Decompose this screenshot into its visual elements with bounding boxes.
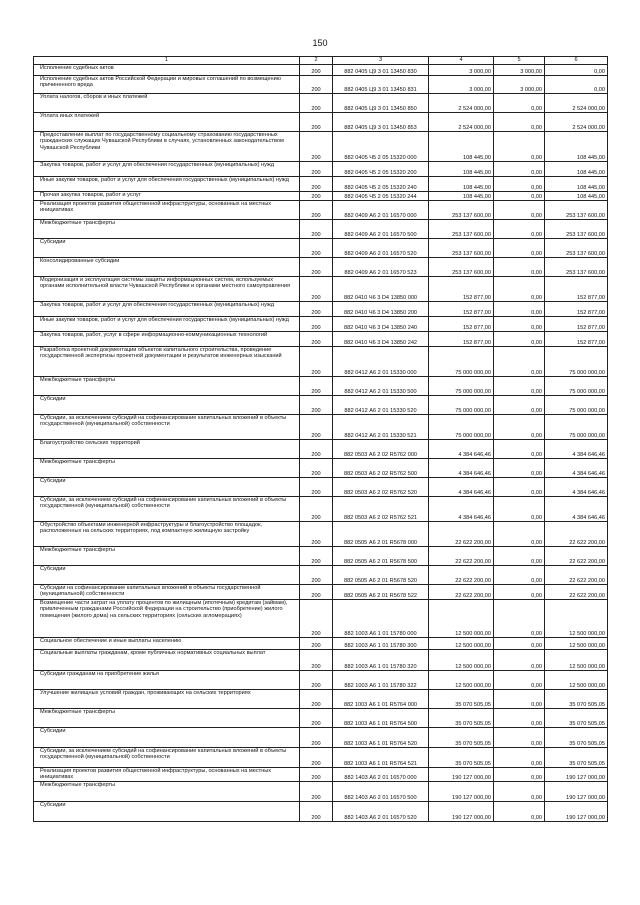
row-code-cell: 200 <box>300 94 333 113</box>
row-code-cell: 200 <box>300 220 333 239</box>
header-cell: 4 <box>429 57 494 65</box>
row-classification-code-cell: 882 0409 А6 2 01 16570 000 <box>333 201 429 220</box>
row-amount-total-cell: 108 445,00 <box>545 162 608 177</box>
row-amount-change-cell: 3 000,00 <box>494 76 545 94</box>
table-row <box>34 317 608 332</box>
table-row <box>34 192 608 201</box>
row-code-cell: 200 <box>300 585 333 600</box>
row-amount-change-cell: 0,00 <box>494 332 545 347</box>
row-amount-change-cell: 0,00 <box>494 802 545 822</box>
row-amount-change-cell: 0,00 <box>494 192 545 201</box>
header-cell: 5 <box>494 57 545 65</box>
row-code-cell: 200 <box>300 728 333 748</box>
row-amount-total-cell: 253 137 600,00 <box>545 201 608 220</box>
table-row <box>34 377 608 396</box>
row-code-cell: 200 <box>300 396 333 415</box>
row-classification-code-cell: 882 1003 А6 1 01 15780 322 <box>333 671 429 690</box>
row-amount-total-cell: 35 070 505,05 <box>545 748 608 768</box>
row-amount-cell: 75 000 000,00 <box>429 347 494 377</box>
row-code-cell: 200 <box>300 600 333 638</box>
row-amount-total-cell: 35 070 505,05 <box>545 690 608 709</box>
row-amount-change-cell: 0,00 <box>494 650 545 671</box>
row-classification-code-cell: 882 1003 А6 1 01 R5764 521 <box>333 748 429 768</box>
row-amount-cell: 35 070 505,05 <box>429 709 494 728</box>
row-amount-total-cell: 152 877,00 <box>545 317 608 332</box>
table-row <box>34 132 608 162</box>
table-row <box>34 566 608 585</box>
row-code-cell: 200 <box>300 113 333 132</box>
row-amount-change-cell: 0,00 <box>494 177 545 192</box>
header-cell: 6 <box>545 57 608 65</box>
table-row <box>34 650 608 671</box>
row-amount-cell: 4 384 646,46 <box>429 459 494 478</box>
row-amount-cell: 190 127 000,00 <box>429 782 494 802</box>
table-row <box>34 201 608 220</box>
row-name-cell: Субсидии гражданам на приобретение жилья <box>34 671 300 690</box>
row-amount-cell: 190 127 000,00 <box>429 802 494 822</box>
row-code-cell: 200 <box>300 497 333 522</box>
page-number: 150 <box>312 38 328 48</box>
row-classification-code-cell: 882 0412 А6 2 01 15330 520 <box>333 396 429 415</box>
row-amount-cell: 152 877,00 <box>429 277 494 302</box>
row-amount-total-cell: 2 524 000,00 <box>545 94 608 113</box>
row-name-cell: Субсидии, за исключением субсидий на софинансирование капитальных вложений в объекты государственной (муниципальной) собственности <box>34 748 300 768</box>
table-row <box>34 277 608 302</box>
row-classification-code-cell: 882 0410 Ч6 3 D4 13850 240 <box>333 317 429 332</box>
row-amount-change-cell: 0,00 <box>494 201 545 220</box>
row-name-cell: Закупка товаров, работ и услуг для обеспечения государственных (муниципальных) нужд <box>34 162 300 177</box>
table-row <box>34 709 608 728</box>
row-name-cell: Реализация проектов развития общественной инфраструктуры, основанных на местных инициативах <box>34 768 300 782</box>
row-amount-total-cell: 22 622 200,00 <box>545 522 608 547</box>
row-code-cell: 200 <box>300 671 333 690</box>
row-amount-total-cell: 0,00 <box>545 76 608 94</box>
table-row <box>34 522 608 547</box>
row-amount-total-cell: 12 500 000,00 <box>545 638 608 650</box>
row-classification-code-cell: 882 0503 А6 2 02 R5762 520 <box>333 478 429 497</box>
row-code-cell: 200 <box>300 332 333 347</box>
row-amount-change-cell: 0,00 <box>494 258 545 277</box>
table-header-row <box>34 57 608 65</box>
row-amount-change-cell: 0,00 <box>494 277 545 302</box>
row-classification-code-cell: 882 0405 Ц9 3 01 13450 850 <box>333 94 429 113</box>
row-name-cell: Закупка товаров, работ, услуг в сфере информационно-коммуникационных технологий <box>34 332 300 347</box>
row-name-cell: Уплата налогов, сборов и иных платежей <box>34 94 300 113</box>
row-amount-change-cell: 0,00 <box>494 638 545 650</box>
row-name-cell: Благоустройство сельских территорий <box>34 440 300 459</box>
row-name-cell: Консолидированные субсидии <box>34 258 300 277</box>
table-row <box>34 768 608 782</box>
row-classification-code-cell: 882 0405 Ц9 3 01 13450 853 <box>333 113 429 132</box>
row-amount-change-cell: 0,00 <box>494 302 545 317</box>
row-amount-total-cell: 4 384 646,46 <box>545 497 608 522</box>
table-row <box>34 638 608 650</box>
table-row <box>34 162 608 177</box>
row-name-cell: Субсидии на софинансирование капитальных вложений в объекты государственной (муниципальной) собственности <box>34 585 300 600</box>
row-code-cell: 200 <box>300 162 333 177</box>
row-amount-change-cell: 0,00 <box>494 547 545 566</box>
row-amount-cell: 75 000 000,00 <box>429 396 494 415</box>
row-amount-total-cell: 190 127 000,00 <box>545 768 608 782</box>
table-row <box>34 113 608 132</box>
row-amount-cell: 2 524 000,00 <box>429 94 494 113</box>
row-classification-code-cell: 882 1003 А6 1 01 R5764 500 <box>333 709 429 728</box>
row-code-cell: 200 <box>300 277 333 302</box>
row-code-cell: 200 <box>300 132 333 162</box>
row-amount-total-cell: 190 127 000,00 <box>545 802 608 822</box>
row-name-cell: Реализация проектов развития общественной инфраструктуры, основанных на местных инициативах <box>34 201 300 220</box>
row-amount-change-cell: 0,00 <box>494 113 545 132</box>
row-classification-code-cell: 882 1403 А6 2 01 16570 520 <box>333 802 429 822</box>
row-code-cell: 200 <box>300 650 333 671</box>
row-amount-change-cell: 3 000,00 <box>494 65 545 76</box>
row-code-cell: 200 <box>300 76 333 94</box>
row-name-cell: Исполнение судебных актов Российской Федерации и мировых соглашений по возмещению причиненного вреда <box>34 76 300 94</box>
row-name-cell: Субсидии <box>34 802 300 822</box>
row-code-cell: 200 <box>300 768 333 782</box>
row-code-cell: 200 <box>300 478 333 497</box>
row-classification-code-cell: 882 0405 Ч5 2 05 15320 244 <box>333 192 429 201</box>
row-amount-change-cell: 0,00 <box>494 497 545 522</box>
header-cell: 1 <box>34 57 300 65</box>
row-classification-code-cell: 882 0412 А6 2 01 15330 000 <box>333 347 429 377</box>
row-amount-cell: 152 877,00 <box>429 317 494 332</box>
row-classification-code-cell: 882 0405 Ц9 3 01 13450 831 <box>333 76 429 94</box>
row-amount-change-cell: 0,00 <box>494 748 545 768</box>
row-classification-code-cell: 882 0405 Ч5 2 05 15320 200 <box>333 162 429 177</box>
row-amount-change-cell: 0,00 <box>494 768 545 782</box>
row-amount-cell: 75 000 000,00 <box>429 377 494 396</box>
table-row <box>34 478 608 497</box>
row-amount-total-cell: 75 000 000,00 <box>545 377 608 396</box>
row-classification-code-cell: 882 0405 Ч5 2 05 15320 240 <box>333 177 429 192</box>
row-amount-change-cell: 0,00 <box>494 162 545 177</box>
row-code-cell: 200 <box>300 690 333 709</box>
row-classification-code-cell: 882 0412 А6 2 01 15330 500 <box>333 377 429 396</box>
row-name-cell: Иные закупки товаров, работ и услуг для обеспечения государственных (муниципальных) нужд <box>34 177 300 192</box>
table-row <box>34 547 608 566</box>
row-amount-change-cell: 0,00 <box>494 440 545 459</box>
row-amount-total-cell: 12 500 000,00 <box>545 671 608 690</box>
table-row <box>34 177 608 192</box>
row-name-cell: Межбюджетные трансферты <box>34 220 300 239</box>
row-name-cell: Субсидии <box>34 728 300 748</box>
row-name-cell: Исполнение судебных актов <box>34 65 300 76</box>
table-row <box>34 497 608 522</box>
row-name-cell: Субсидии <box>34 566 300 585</box>
table-row <box>34 302 608 317</box>
row-amount-change-cell: 0,00 <box>494 317 545 332</box>
row-name-cell: Разработка проектной документации объектов капитального строительства, проведение государственной экспертизы проектной документации и результатов инженерных изысканий <box>34 347 300 377</box>
row-amount-total-cell: 253 137 600,00 <box>545 258 608 277</box>
row-name-cell: Субсидии, за исключением субсидий на софинансирование капитальных вложений в объекты государственной (муниципальной) собственности <box>34 415 300 440</box>
row-amount-change-cell: 0,00 <box>494 709 545 728</box>
row-classification-code-cell: 882 0405 Ц9 3 01 13450 830 <box>333 65 429 76</box>
row-classification-code-cell: 882 1403 А6 2 01 16570 500 <box>333 782 429 802</box>
row-code-cell: 200 <box>300 201 333 220</box>
row-amount-change-cell: 0,00 <box>494 239 545 258</box>
row-amount-cell: 35 070 505,05 <box>429 690 494 709</box>
row-name-cell: Межбюджетные трансферты <box>34 459 300 478</box>
row-amount-change-cell: 0,00 <box>494 347 545 377</box>
row-classification-code-cell: 882 0503 А6 2 02 R5762 000 <box>333 440 429 459</box>
row-name-cell: Уплата иных платежей <box>34 113 300 132</box>
row-code-cell: 200 <box>300 522 333 547</box>
row-amount-cell: 253 137 600,00 <box>429 201 494 220</box>
row-amount-cell: 108 445,00 <box>429 192 494 201</box>
row-amount-cell: 12 500 000,00 <box>429 650 494 671</box>
row-classification-code-cell: 882 0409 А6 2 01 16570 520 <box>333 239 429 258</box>
row-amount-total-cell: 108 445,00 <box>545 177 608 192</box>
row-amount-total-cell: 22 622 200,00 <box>545 547 608 566</box>
row-amount-change-cell: 0,00 <box>494 396 545 415</box>
row-name-cell: Субсидии <box>34 239 300 258</box>
row-code-cell: 200 <box>300 748 333 768</box>
row-amount-cell: 35 070 505,05 <box>429 728 494 748</box>
table-row <box>34 258 608 277</box>
row-amount-total-cell: 4 384 646,46 <box>545 440 608 459</box>
row-code-cell: 200 <box>300 459 333 478</box>
row-amount-cell: 108 445,00 <box>429 132 494 162</box>
row-name-cell: Субсидии <box>34 396 300 415</box>
row-amount-cell: 12 500 000,00 <box>429 638 494 650</box>
table-row <box>34 332 608 347</box>
row-amount-cell: 3 000,00 <box>429 65 494 76</box>
row-classification-code-cell: 882 0409 А6 2 01 16570 500 <box>333 220 429 239</box>
table-row <box>34 65 608 76</box>
row-amount-change-cell: 0,00 <box>494 132 545 162</box>
row-amount-change-cell: 0,00 <box>494 478 545 497</box>
row-amount-cell: 4 384 646,46 <box>429 440 494 459</box>
row-code-cell: 200 <box>300 65 333 76</box>
row-amount-cell: 22 622 200,00 <box>429 547 494 566</box>
row-name-cell: Предоставление выплат по государственному социальному страхованию государственных гражданских служащих Чувашской Республики в случаях, установленных законодательством Чувашской Республики <box>34 132 300 162</box>
row-name-cell: Межбюджетные трансферты <box>34 782 300 802</box>
table-row <box>34 600 608 638</box>
row-amount-total-cell: 2 524 000,00 <box>545 113 608 132</box>
row-name-cell: Субсидии, за исключением субсидий на софинансирование капитальных вложений в объекты государственной (муниципальной) собственности <box>34 497 300 522</box>
table-row <box>34 440 608 459</box>
table-row <box>34 459 608 478</box>
row-name-cell: Межбюджетные трансферты <box>34 377 300 396</box>
row-amount-change-cell: 0,00 <box>494 585 545 600</box>
row-amount-cell: 12 500 000,00 <box>429 671 494 690</box>
row-amount-total-cell: 35 070 505,05 <box>545 728 608 748</box>
table-row <box>34 782 608 802</box>
row-code-cell: 200 <box>300 192 333 201</box>
row-amount-change-cell: 0,00 <box>494 566 545 585</box>
row-name-cell: Межбюджетные трансферты <box>34 709 300 728</box>
row-classification-code-cell: 882 0505 А6 2 01 R5678 000 <box>333 522 429 547</box>
row-amount-change-cell: 0,00 <box>494 459 545 478</box>
row-amount-cell: 108 445,00 <box>429 177 494 192</box>
row-amount-total-cell: 190 127 000,00 <box>545 782 608 802</box>
row-code-cell: 200 <box>300 547 333 566</box>
row-code-cell: 200 <box>300 317 333 332</box>
row-amount-total-cell: 75 000 000,00 <box>545 347 608 377</box>
row-code-cell: 200 <box>300 440 333 459</box>
row-amount-total-cell: 108 445,00 <box>545 132 608 162</box>
row-amount-total-cell: 152 877,00 <box>545 332 608 347</box>
row-name-cell: Обустройство объектами инженерной инфраструктуры и благоустройство площадок, расположенных на сельских территориях, под компактную жилищную застройку <box>34 522 300 547</box>
table-row <box>34 94 608 113</box>
table-row <box>34 802 608 822</box>
row-amount-cell: 253 137 600,00 <box>429 258 494 277</box>
table-row <box>34 748 608 768</box>
row-amount-total-cell: 22 622 200,00 <box>545 566 608 585</box>
header-cell: 3 <box>333 57 429 65</box>
row-amount-cell: 35 070 505,05 <box>429 748 494 768</box>
row-code-cell: 200 <box>300 239 333 258</box>
row-amount-total-cell: 22 622 200,00 <box>545 585 608 600</box>
row-amount-cell: 190 127 000,00 <box>429 768 494 782</box>
row-classification-code-cell: 882 0410 Ч6 3 D4 13850 200 <box>333 302 429 317</box>
row-amount-change-cell: 0,00 <box>494 415 545 440</box>
row-code-cell: 200 <box>300 258 333 277</box>
row-amount-cell: 22 622 200,00 <box>429 522 494 547</box>
row-name-cell: Субсидии <box>34 478 300 497</box>
row-amount-cell: 108 445,00 <box>429 162 494 177</box>
row-amount-cell: 152 877,00 <box>429 332 494 347</box>
row-amount-total-cell: 4 384 646,46 <box>545 478 608 497</box>
row-amount-change-cell: 0,00 <box>494 690 545 709</box>
row-name-cell: Модернизация и эксплуатация системы защиты информационных систем, используемых органами исполнительной власти Чувашской Республики и органами местного самоуправления <box>34 277 300 302</box>
row-amount-cell: 152 877,00 <box>429 302 494 317</box>
table-row <box>34 690 608 709</box>
row-amount-total-cell: 12 500 000,00 <box>545 600 608 638</box>
row-amount-cell: 12 500 000,00 <box>429 600 494 638</box>
row-amount-cell: 75 000 000,00 <box>429 415 494 440</box>
row-amount-total-cell: 75 000 000,00 <box>545 415 608 440</box>
row-name-cell: Возмещение части затрат на уплату процентов по жилищным (ипотечным) кредитам (займам), привлеченным гражданами Российской Федерации на строительство (приобретение) жилого помещения (жилого дома) на сельских территориях (сельских агломерациях) <box>34 600 300 638</box>
row-amount-cell: 253 137 600,00 <box>429 220 494 239</box>
row-amount-cell: 4 384 646,46 <box>429 497 494 522</box>
row-amount-change-cell: 0,00 <box>494 377 545 396</box>
row-name-cell: Межбюджетные трансферты <box>34 547 300 566</box>
row-amount-change-cell: 0,00 <box>494 671 545 690</box>
row-code-cell: 200 <box>300 415 333 440</box>
row-name-cell: Прочая закупка товаров, работ и услуг <box>34 192 300 201</box>
row-amount-total-cell: 75 000 000,00 <box>545 396 608 415</box>
row-classification-code-cell: 882 0412 А6 2 01 15330 521 <box>333 415 429 440</box>
row-classification-code-cell: 882 0503 А6 2 02 R5762 500 <box>333 459 429 478</box>
table-row <box>34 585 608 600</box>
row-amount-cell: 3 000,00 <box>429 76 494 94</box>
row-name-cell: Закупка товаров, работ и услуг для обеспечения государственных (муниципальных) нужд <box>34 302 300 317</box>
row-amount-change-cell: 0,00 <box>494 522 545 547</box>
row-classification-code-cell: 882 1403 А6 2 01 16570 000 <box>333 768 429 782</box>
row-code-cell: 200 <box>300 566 333 585</box>
row-amount-cell: 22 622 200,00 <box>429 585 494 600</box>
row-name-cell: Социальные выплаты гражданам, кроме публичных нормативных социальных выплат <box>34 650 300 671</box>
row-classification-code-cell: 882 0405 Ч5 2 05 15320 000 <box>333 132 429 162</box>
table-row <box>34 671 608 690</box>
row-amount-change-cell: 0,00 <box>494 600 545 638</box>
table-row <box>34 239 608 258</box>
row-code-cell: 200 <box>300 782 333 802</box>
table-row <box>34 76 608 94</box>
row-code-cell: 200 <box>300 377 333 396</box>
row-amount-change-cell: 0,00 <box>494 220 545 239</box>
row-amount-total-cell: 152 877,00 <box>545 302 608 317</box>
row-amount-cell: 253 137 600,00 <box>429 239 494 258</box>
row-amount-change-cell: 0,00 <box>494 94 545 113</box>
row-classification-code-cell: 882 0505 А6 2 01 R5678 520 <box>333 566 429 585</box>
row-amount-total-cell: 0,00 <box>545 65 608 76</box>
row-code-cell: 200 <box>300 802 333 822</box>
row-amount-total-cell: 35 070 505,05 <box>545 709 608 728</box>
table-row <box>34 728 608 748</box>
row-amount-change-cell: 0,00 <box>494 728 545 748</box>
budget-table <box>33 56 608 822</box>
row-amount-change-cell: 0,00 <box>494 782 545 802</box>
row-amount-total-cell: 108 445,00 <box>545 192 608 201</box>
row-code-cell: 200 <box>300 709 333 728</box>
row-name-cell: Улучшение жилищных условий граждан, проживающих на сельских территориях <box>34 690 300 709</box>
row-amount-total-cell: 152 877,00 <box>545 277 608 302</box>
row-classification-code-cell: 882 1003 А6 1 01 R5764 000 <box>333 690 429 709</box>
row-code-cell: 200 <box>300 177 333 192</box>
header-cell: 2 <box>300 57 333 65</box>
row-amount-total-cell: 253 137 600,00 <box>545 220 608 239</box>
table-row <box>34 220 608 239</box>
row-classification-code-cell: 882 0505 А6 2 01 R5678 500 <box>333 547 429 566</box>
row-amount-total-cell: 4 384 646,46 <box>545 459 608 478</box>
row-code-cell: 200 <box>300 302 333 317</box>
row-classification-code-cell: 882 1003 А6 1 01 R5764 520 <box>333 728 429 748</box>
table-row <box>34 415 608 440</box>
row-amount-total-cell: 12 500 000,00 <box>545 650 608 671</box>
table-row <box>34 347 608 377</box>
table-row <box>34 396 608 415</box>
row-classification-code-cell: 882 1003 А6 1 01 15780 320 <box>333 650 429 671</box>
row-classification-code-cell: 882 0505 А6 2 01 R5678 522 <box>333 585 429 600</box>
row-amount-total-cell: 253 137 600,00 <box>545 239 608 258</box>
row-classification-code-cell: 882 0409 А6 2 01 16570 523 <box>333 258 429 277</box>
row-name-cell: Социальное обеспечение и иные выплаты населению <box>34 638 300 650</box>
row-amount-cell: 4 384 646,46 <box>429 478 494 497</box>
row-classification-code-cell: 882 0410 Ч6 3 D4 13850 000 <box>333 277 429 302</box>
row-classification-code-cell: 882 0503 А6 2 02 R5762 521 <box>333 497 429 522</box>
row-amount-cell: 22 622 200,00 <box>429 566 494 585</box>
row-amount-cell: 2 524 000,00 <box>429 113 494 132</box>
row-classification-code-cell: 882 0410 Ч6 3 D4 13850 242 <box>333 332 429 347</box>
row-classification-code-cell: 882 1003 А6 1 01 15780 300 <box>333 638 429 650</box>
row-name-cell: Иные закупки товаров, работ и услуг для обеспечения государственных (муниципальных) нужд <box>34 317 300 332</box>
row-code-cell: 200 <box>300 638 333 650</box>
row-code-cell: 200 <box>300 347 333 377</box>
row-classification-code-cell: 882 1003 А6 1 01 15780 000 <box>333 600 429 638</box>
